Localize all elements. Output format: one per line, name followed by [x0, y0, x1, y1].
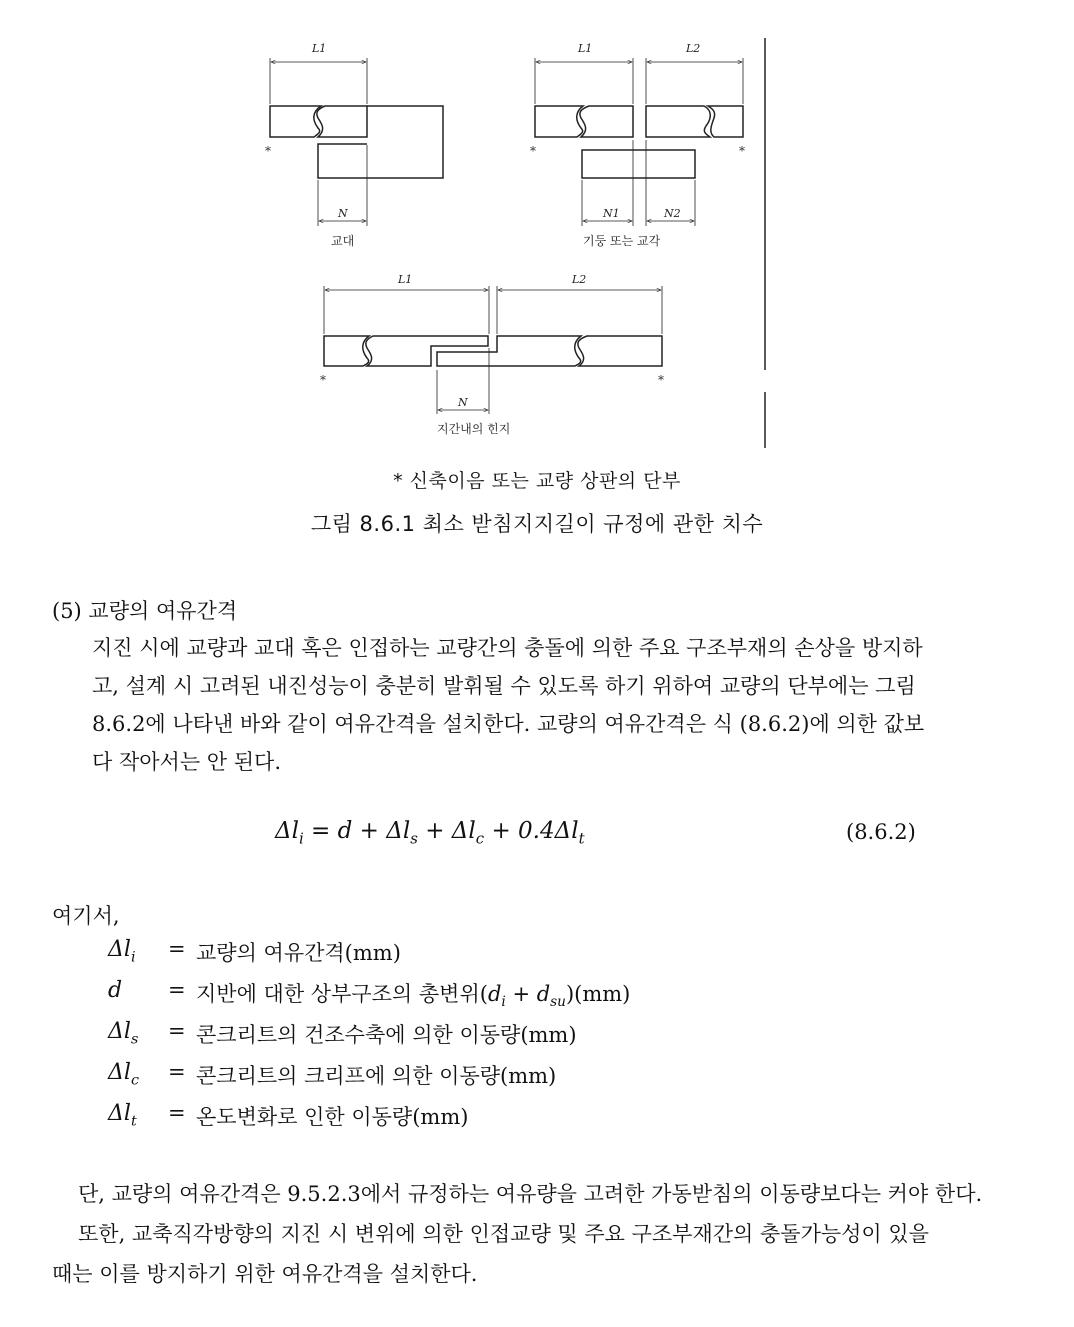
def-desc: 콘크리트의 크리프에 의한 이동량(mm)	[196, 1064, 557, 1088]
star-marker: *	[265, 144, 271, 158]
equation-number: (8.6.2)	[846, 820, 916, 844]
def-symbol: $\Delta l_c$	[108, 1060, 139, 1089]
def-desc: 온도변화로 인한 이동량(mm)	[196, 1105, 469, 1129]
dim-label: L1	[312, 42, 327, 55]
abutment-diagram	[270, 58, 443, 226]
footer-paragraph	[52, 1174, 992, 1294]
def-equals: =	[168, 1101, 186, 1125]
figure-note: * 신축이음 또는 교량 상판의 단부	[393, 470, 681, 492]
paragraph-line: 8.6.2에 나타낸 바와 같이 여유간격을 설치한다. 교량의 여유간격은 식 (8.6.2)에 의한 값보	[92, 712, 925, 736]
star-marker: *	[530, 144, 536, 158]
def-symbol: d	[108, 978, 123, 1003]
def-symbol: $\Delta l_s$	[108, 1019, 139, 1048]
dim-label: L2	[686, 42, 701, 55]
eq-part: + 0.4Δl	[484, 818, 579, 844]
def-equals: =	[168, 1019, 186, 1043]
pier-diagram	[535, 58, 743, 226]
pier-label: 기둥 또는 교각	[583, 234, 661, 248]
eq-lhs-sub: i	[298, 829, 304, 848]
star-marker: *	[320, 373, 326, 387]
paragraph-line: 지진 시에 교량과 교대 혹은 인접하는 교량간의 충돌에 의한 주요 구조부재의 손상을 방지하	[92, 636, 923, 660]
def-symbol: $\Delta l_t$	[108, 1101, 137, 1130]
section-heading: (5) 교량의 여유간격	[52, 599, 238, 623]
def-equals: =	[168, 1060, 186, 1084]
eq-part-sub: c	[475, 829, 485, 848]
paragraph-line: 단, 교량의 여유간격은 9.5.2.3에서 규정하는 여유량을 고려한 가동받침의 이동량보다는 커야 한다.	[78, 1182, 983, 1206]
eq-part: = d + Δl	[303, 818, 411, 844]
paragraph-line: 때는 이를 방지하기 위한 여유간격을 설치한다.	[52, 1262, 478, 1286]
eq-lhs: Δl	[275, 818, 299, 844]
paragraph-line: 다 작아서는 안 된다.	[92, 750, 281, 774]
support-length-figure	[0, 0, 1074, 460]
intro-paragraph	[92, 629, 992, 781]
def-desc: 교량의 여유간격(mm)	[196, 941, 401, 965]
eq-part: + Δl	[417, 818, 476, 844]
eq-part-sub: s	[410, 829, 418, 848]
dim-label: L1	[578, 42, 593, 55]
figure-caption: 그림 8.6.1 최소 받침지지길이 규정에 관한 치수	[310, 512, 764, 536]
n-label: N2	[664, 207, 681, 220]
n-label: N1	[603, 207, 620, 220]
n-label: N	[458, 396, 468, 409]
eq-part-sub: t	[578, 829, 585, 848]
star-marker: *	[739, 144, 745, 158]
paragraph-line: 또한, 교축직각방향의 지진 시 변위에 의한 인접교량 및 주요 구조부재간의 충돌가능성이 있을	[78, 1222, 929, 1246]
abutment-label: 교대	[331, 234, 355, 248]
def-equals: =	[168, 937, 186, 961]
dim-label: L1	[398, 273, 413, 286]
hinge-diagram	[324, 286, 662, 414]
def-desc: 콘크리트의 건조수축에 의한 이동량(mm)	[196, 1023, 577, 1047]
n-label: N	[338, 207, 348, 220]
def-desc: 지반에 대한 상부구조의 총변위$(d_i + d_{su})(mm)$	[196, 982, 631, 1011]
dim-label: L2	[572, 273, 587, 286]
def-equals: =	[168, 978, 186, 1002]
hinge-label: 지간내의 힌지	[437, 422, 511, 436]
where-label: 여기서,	[52, 904, 120, 928]
equation	[275, 818, 585, 848]
star-marker: *	[658, 373, 664, 387]
def-symbol: $\Delta l_i$	[108, 937, 136, 966]
paragraph-line: 고, 설계 시 고려된 내진성능이 충분히 발휘될 수 있도록 하기 위하여 교량의 단부에는 그림	[92, 674, 916, 698]
